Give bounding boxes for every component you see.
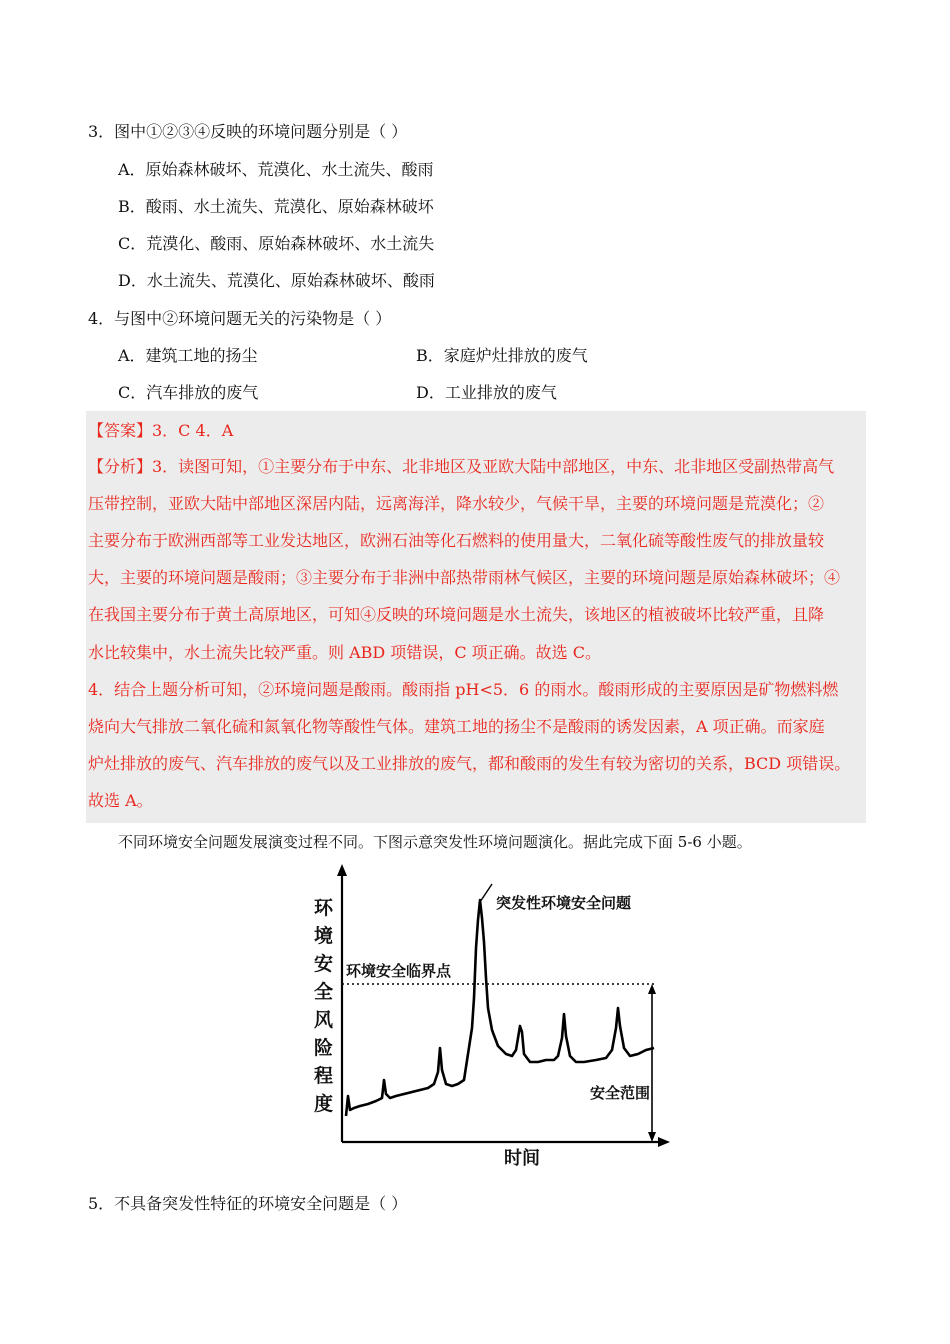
y-label-char: 环	[314, 897, 334, 919]
analysis-line: 主要分布于欧洲西部等工业发达地区，欧洲石油等化石燃料的使用量大，二氧化硫等酸性废气的排放量较	[88, 531, 825, 550]
question-4-option-c: C．汽车排放的废气	[118, 383, 259, 402]
peak-label: 突发性环境安全问题	[496, 894, 632, 912]
y-label-char: 程	[314, 1065, 334, 1087]
safety-range-label: 安全范围	[590, 1084, 651, 1102]
y-label-char: 境	[314, 925, 334, 947]
analysis-line: 烧向大气排放二氧化硫和氮氧化物等酸性气体。建筑工地的扬尘不是酸雨的诱发因素，A 项正确。而家庭	[88, 717, 825, 736]
analysis-line: 4．结合上题分析可知，②环境问题是酸雨。酸雨指 pH<5．6 的雨水。酸雨形成的主要原因是矿物燃料燃	[88, 680, 839, 699]
question-5-stem: 5．不具备突发性特征的环境安全问题是（ ）	[88, 1194, 408, 1213]
analysis-line: 故选 A。	[88, 791, 153, 810]
threshold-label: 环境安全临界点	[346, 962, 452, 980]
question-3-option-b: B．酸雨、水土流失、荒漠化、原始森林破坏	[118, 197, 434, 216]
question-4-option-a: A．建筑工地的扬尘	[118, 346, 258, 365]
analysis-line: 在我国主要分布于黄土高原地区，可知④反映的环境问题是水土流失，该地区的植被破坏比较严重，且降	[88, 605, 825, 624]
y-axis-arrow	[337, 864, 347, 876]
question-3-stem: 3．图中①②③④反映的环境问题分别是（ ）	[88, 122, 408, 141]
question-4-option-d: D．工业排放的废气	[416, 383, 557, 402]
question-3-option-a: A．原始森林破坏、荒漠化、水土流失、酸雨	[118, 160, 434, 179]
question-4-option-b: B．家庭炉灶排放的废气	[416, 346, 588, 365]
y-label-char: 度	[314, 1093, 334, 1115]
y-label-char: 安	[314, 953, 334, 975]
analysis-line: 炉灶排放的废气、汽车排放的废气以及工业排放的废气，都和酸雨的发生有较为密切的关系，BCD 项错误。	[88, 754, 851, 773]
analysis-line: 大，主要的环境问题是酸雨；③主要分布于非洲中部热带雨林气候区，主要的环境问题是原始森林破坏；④	[88, 568, 841, 587]
figure-intro: 不同环境安全问题发展演变过程不同。下图示意突发性环境问题演化。据此完成下面 5-6 小题。	[118, 833, 752, 851]
question-3-option-c: C．荒漠化、酸雨、原始森林破坏、水土流失	[118, 234, 435, 253]
y-axis-label	[314, 897, 334, 1115]
peak-callout-line	[480, 884, 492, 902]
safety-range-arrow-bottom	[648, 1132, 656, 1142]
answer-line: 【答案】3．C 4．A	[88, 421, 234, 440]
y-label-char: 全	[314, 981, 334, 1003]
environmental-risk-figure	[300, 858, 680, 1170]
question-3-option-d: D．水土流失、荒漠化、原始森林破坏、酸雨	[118, 271, 435, 290]
analysis-line: 压带控制，亚欧大陆中部地区深居内陆，远离海洋，降水较少，气候干旱，主要的环境问题是荒漠化；②	[88, 494, 825, 513]
analysis-line: 水比较集中，水土流失比较严重。则 ABD 项错误，C 项正确。故选 C。	[88, 643, 601, 662]
analysis-line: 【分析】3．读图可知，①主要分布于中东、北非地区及亚欧大陆中部地区，中东、北非地区受副热带高气	[88, 457, 835, 476]
x-axis-label: 时间	[504, 1148, 540, 1169]
y-label-char: 风	[314, 1009, 334, 1031]
question-4-stem: 4．与图中②环境问题无关的污染物是（ ）	[88, 309, 392, 328]
safety-range-arrow-top	[648, 984, 656, 994]
x-axis-arrow	[658, 1137, 670, 1147]
y-label-char: 险	[314, 1037, 334, 1059]
